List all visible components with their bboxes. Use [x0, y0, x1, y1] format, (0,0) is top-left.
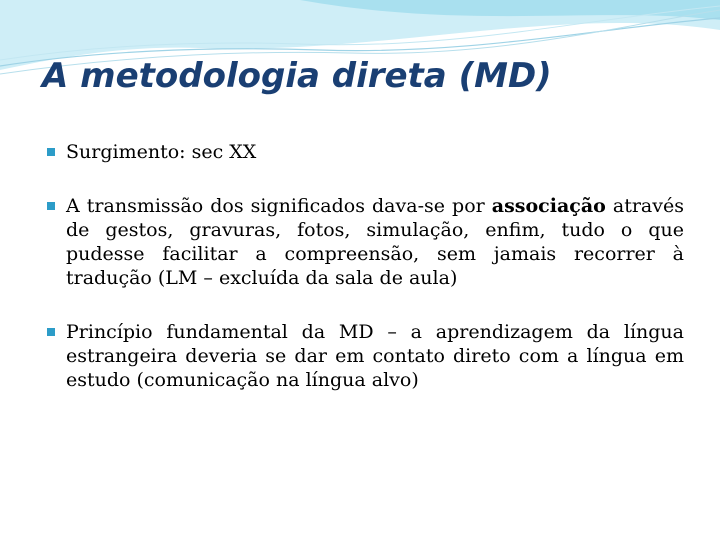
bullet-item: [44, 194, 684, 290]
square-bullet-icon: [47, 202, 55, 210]
bullet-text: [66, 194, 684, 290]
bullet-text: Surgimento: sec XX: [66, 141, 257, 163]
bullet-text-part: através de gestos, gravuras, fotos, simulação, enfim, tudo o que pudesse facilitar a compreensão, sem jamais recorrer à tradução (LM – excluída da sala de aula): [66, 195, 684, 289]
bullet-list: [44, 140, 684, 392]
bullet-item: [44, 140, 684, 164]
bullet-item: [44, 320, 684, 392]
square-bullet-icon: [47, 148, 55, 156]
bullet-emphasis: associação: [491, 195, 606, 217]
square-bullet-icon: [47, 328, 55, 336]
slide-title: A metodologia direta (MD): [42, 56, 552, 96]
bullet-text: Princípio fundamental da MD – a aprendizagem da língua estrangeira deveria se dar em contato direto com a língua em estudo (comunicação na língua alvo): [66, 321, 684, 391]
bullet-text-part: A transmissão dos significados dava-se por: [66, 195, 492, 217]
